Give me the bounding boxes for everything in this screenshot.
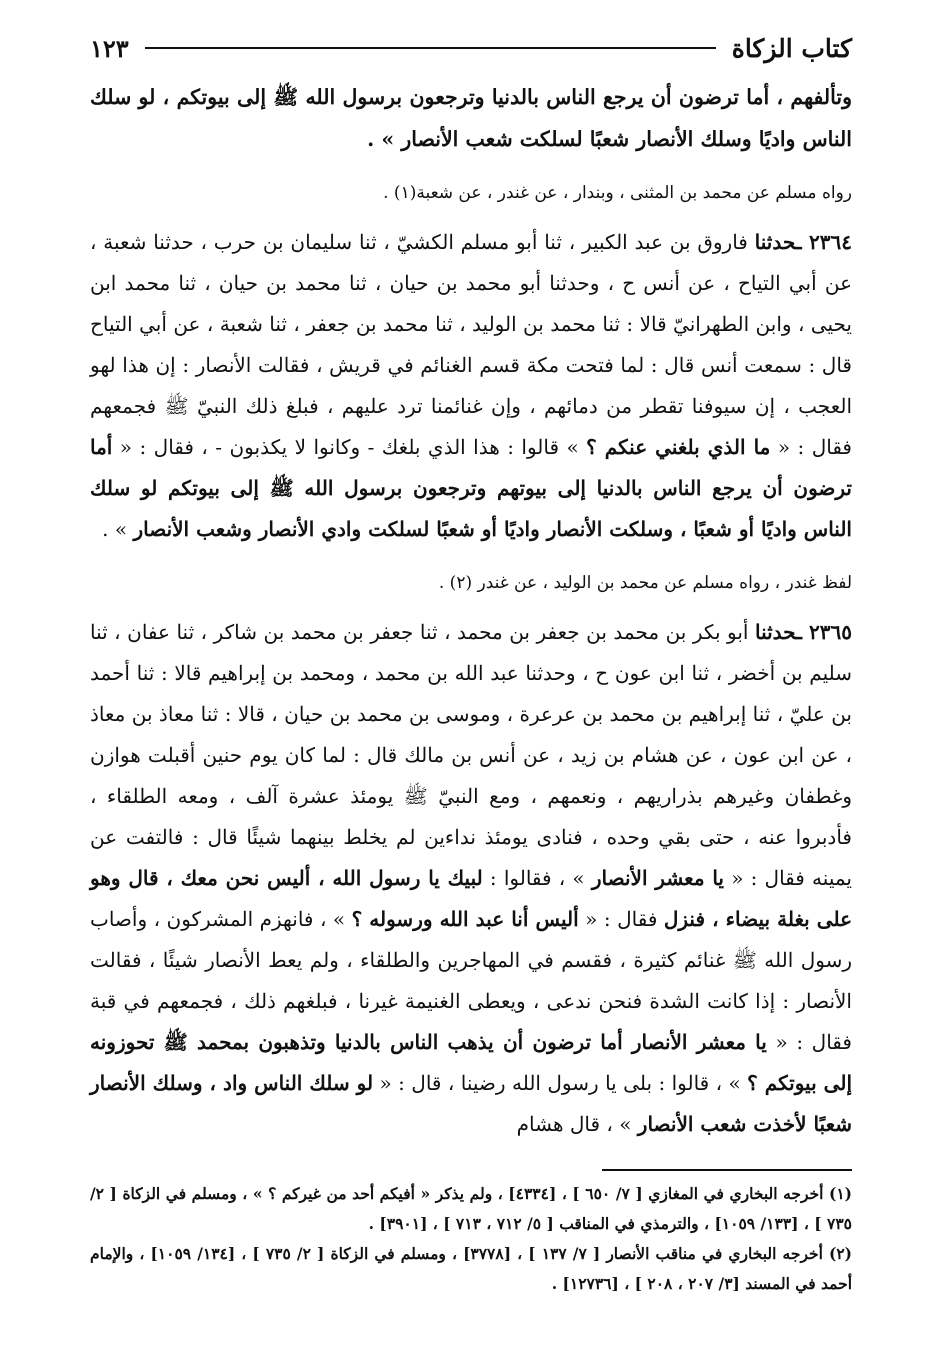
narration-text-4: » ، قالوا : بلى يا رسول الله رضينا ، قال : «: [373, 1071, 748, 1095]
hadith-continuation-text: وتألفهم ، أما ترضون أن يرجع الناس بالدنيا وترجعون برسول الله ﷺ إلى بيوتكم ، لو سلك الناس واديًا وسلك الأنصار شعبًا لسلكت شعب الأنصار » .: [90, 85, 852, 151]
hadith-isnad: فاروق بن عبد الكبير ، ثنا أبو مسلم الكشيّ ، ثنا سليمان بن حرب ، حدثنا شعبة ، عن أبي التياح ، عن أنس ح ، وحدثنا أبو محمد بن حيان ، ثنا محمد بن حيان ، ثنا محمد ابن يحيى ، وابن الطهرانيّ قالا : ثنا محمد بن الوليد ، ثنا محمد بن جعفر ، ثنا شعبة ، عن أبي التياح قال : سمعت أنس قال : لما فتحت مكة قسم الغنائم في قريش ، فقالت الأنصار : إن هذا لهو العجب ، إن سيوفنا تقطر من دمائهم ، وإن غنائمنا ترد عليهم ، فبلغ ذلك النبيّ ﷺ فجمعهم فقال : «: [90, 230, 852, 459]
prophet-saying-2: أما ترضون أن يرجع الناس بالدنيا إلى بيوتهم وترجعون برسول الله ﷺ إلى بيوتكم لو سلك الناس واديًا أو شعبًا ، وسلكت الأنصار واديًا أو شعبًا لسلكت وادي الأنصار وشعب الأنصار: [90, 435, 852, 541]
prophet-saying-2: لبيك يا رسول الله ، أليس نحن معك ، قال وهو على بغلة بيضاء ، فنزل: [90, 866, 853, 931]
prophet-saying-1: ما الذي بلغني عنكم ؟: [586, 435, 771, 459]
book-page: [90, 26, 852, 1299]
narration-text-3: » ، فانهزم المشركون ، وأصاب رسول الله ﷺ غنائم كثيرة ، فقسم في المهاجرين والطلقاء ، ولم يعط الأنصار شيئًا ، فقالت الأنصار : إذا كانت الشدة فنحن ندعى ، ويعطى الغنيمة غيرنا ، فبلغهم ذلك ، فجمعهم في قبة فقال : «: [90, 907, 852, 1054]
footnote-separator: [602, 1169, 852, 1171]
hadith-number: ٢٣٦٥ ـ: [796, 620, 853, 644]
prophet-saying-4: يا معشر الأنصار أما ترضون أن يذهب الناس بالدنيا وتذهبون بمحمد ﷺ تحوزونه إلى بيوتكم ؟: [90, 1030, 853, 1095]
narration-text-1: » قالوا : هذا الذي بلغك - وكانوا لا يكذبون - ، فقال : «: [112, 435, 587, 459]
hadith-isnad: أبو بكر بن محمد بن جعفر بن محمد ، ثنا جعفر بن محمد بن شاكر ، ثنا عفان ، ثنا سليم بن أخضر ، ثنا ابن عون ح ، وحدثنا عبد الله بن محمد ، ومحمد بن إبراهيم قالا : ثنا أحمد بن عليّ ، ثنا إبراهيم بن محمد بن عرعرة ، وموسى بن محمد بن حيان ، قالا : ثنا معاذ بن معاذ ، عن ابن عون ، عن هشام بن زيد ، عن أنس بن مالك قال : لما كان يوم حنين أقبلت هوازن وغطفان وغيرهم بذراريهم ، ونعمهم ، ومع النبيّ ﷺ يومئذ عشرة آلف ، ومعه الطلقاء ، فأدبروا عنه ، حتى بقي وحده ، فنادى يومئذ نداءين لم يخلط بينهما شيئًا قال : فالتفت عن يمينه فقال : «: [90, 620, 852, 890]
haddathana-word: حدثنا: [754, 230, 796, 254]
hadith-number: ٢٣٦٤ ـ: [795, 230, 852, 254]
prophet-saying-3: أليس أنا عبد الله ورسوله ؟: [351, 907, 579, 931]
prophet-saying-5: لو سلك الناس واد ، وسلك الأنصار شعبًا لأخذت شعب الأنصار: [90, 1071, 852, 1136]
narration-text-2: » .: [102, 517, 134, 541]
haddathana-word: حدثنا: [754, 620, 797, 644]
running-header: [90, 26, 852, 70]
narration-text-2: فقال : «: [578, 907, 664, 931]
hadith-source-note: رواه مسلم عن محمد بن المثنى ، وبندار ، عن غندر ، عن شعبة(١) .: [383, 183, 852, 203]
page-number: ١٢٣: [90, 33, 129, 63]
footnote-1: (١) أخرجه البخاري في المغازي [ ٧/ ٦٥٠ ] ، [٤٣٣٤] ، ولم يذكر « أفيكم أحد من غيركم ؟ » ، ومسلم في الزكاة [ ٢/ ٧٣٥ ] ، [١٣٣/ ١٠٥٩] ، والترمذي في المناقب [ ٥/ ٧١٢ ، ٧١٣ ] ، [٣٩٠١] .: [90, 1184, 852, 1233]
narration-text-1: » ، فقالوا :: [482, 866, 592, 890]
narration-text-5: » ، قال هشام: [516, 1112, 638, 1136]
header-rule: [145, 47, 716, 49]
hadith-source-note: لفظ غندر ، رواه مسلم عن محمد بن الوليد ، عن غندر (٢) .: [438, 573, 852, 593]
hadith-2364: [90, 222, 852, 550]
footnote-2: (٢) أخرجه البخاري في مناقب الأنصار [ ٧/ ١٣٧ ] ، [٣٧٧٨] ، ومسلم في الزكاة [ ٢/ ٧٣٥ ] ، [١٣٤/ ١٠٥٩] ، والإمام أحمد في المسند [٣/ ٢٠٧ ، ٢٠٨ ] ، [١٢٧٣٦] .: [90, 1244, 852, 1293]
book-section-title: كتاب الزكاة: [731, 33, 852, 63]
hadith-2365: [90, 612, 852, 1145]
prophet-saying-1: يا معشر الأنصار: [591, 866, 724, 890]
